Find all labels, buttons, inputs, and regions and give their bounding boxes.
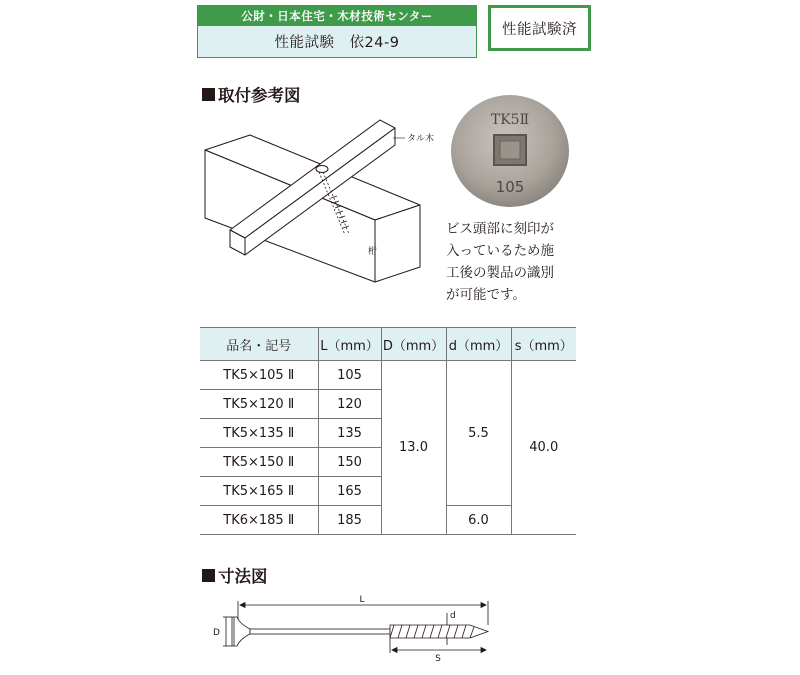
screw-head bbox=[316, 166, 328, 173]
cell-L: 185 bbox=[318, 506, 381, 535]
cell-s: 40.0 bbox=[511, 361, 576, 535]
dimension-diagram bbox=[210, 593, 500, 663]
bullet-square-icon bbox=[202, 88, 215, 101]
screw-shank-profile bbox=[250, 629, 390, 634]
spec-table bbox=[200, 327, 576, 535]
cell-name: TK5×135 Ⅱ bbox=[200, 419, 318, 448]
header-D: D（mm） bbox=[381, 328, 446, 361]
label-d: d bbox=[450, 611, 456, 621]
cell-L: 150 bbox=[318, 448, 381, 477]
tested-badge: 性能試験済 bbox=[488, 5, 591, 51]
caption-line: が可能です。 bbox=[446, 287, 526, 303]
table-row bbox=[200, 361, 576, 390]
cell-L: 135 bbox=[318, 419, 381, 448]
label-furring: タル木 bbox=[407, 134, 435, 144]
cell-D: 13.0 bbox=[381, 361, 446, 535]
mounting-section-title: 取付参考図 bbox=[202, 82, 301, 106]
cell-L: 120 bbox=[318, 390, 381, 419]
caption-line: 入っているため施 bbox=[446, 243, 554, 259]
label-beam: 桁 bbox=[368, 247, 378, 257]
label-D: D bbox=[213, 628, 220, 638]
head-mark-caption bbox=[446, 218, 596, 306]
mounting-diagram bbox=[195, 110, 435, 285]
bullet-square-icon bbox=[202, 569, 215, 582]
cell-name: TK5×150 Ⅱ bbox=[200, 448, 318, 477]
square-drive-inner bbox=[500, 141, 520, 159]
screw-head-profile bbox=[232, 617, 250, 646]
cell-L: 165 bbox=[318, 477, 381, 506]
header-name: 品名・記号 bbox=[200, 328, 318, 361]
cell-d: 5.5 bbox=[446, 361, 511, 506]
dimension-section-title: 寸法図 bbox=[202, 563, 268, 587]
label-L: L bbox=[359, 595, 365, 605]
cell-name: TK5×165 Ⅱ bbox=[200, 477, 318, 506]
cell-name: TK5×120 Ⅱ bbox=[200, 390, 318, 419]
caption-line: 工後の製品の識別 bbox=[446, 265, 554, 281]
screw-head-photo bbox=[450, 94, 570, 209]
cell-L: 105 bbox=[318, 361, 381, 390]
cell-name: TK6×185 Ⅱ bbox=[200, 506, 318, 535]
certification-box bbox=[197, 5, 477, 58]
header-s: s（mm） bbox=[511, 328, 576, 361]
cell-d: 6.0 bbox=[446, 506, 511, 535]
header-L: L（mm） bbox=[318, 328, 381, 361]
cell-name: TK5×105 Ⅱ bbox=[200, 361, 318, 390]
header-d: d（mm） bbox=[446, 328, 511, 361]
label-s: S bbox=[435, 654, 441, 664]
table-header-row bbox=[200, 328, 576, 361]
caption-line: ビス頭部に刻印が bbox=[446, 221, 554, 237]
certification-org: 公財・日本住宅・木材技術センター bbox=[198, 6, 476, 26]
certification-test-label: 性能試験 依24-9 bbox=[198, 26, 476, 57]
head-number-text: 105 bbox=[495, 178, 525, 196]
head-mark-text: TK5Ⅱ bbox=[490, 112, 530, 128]
